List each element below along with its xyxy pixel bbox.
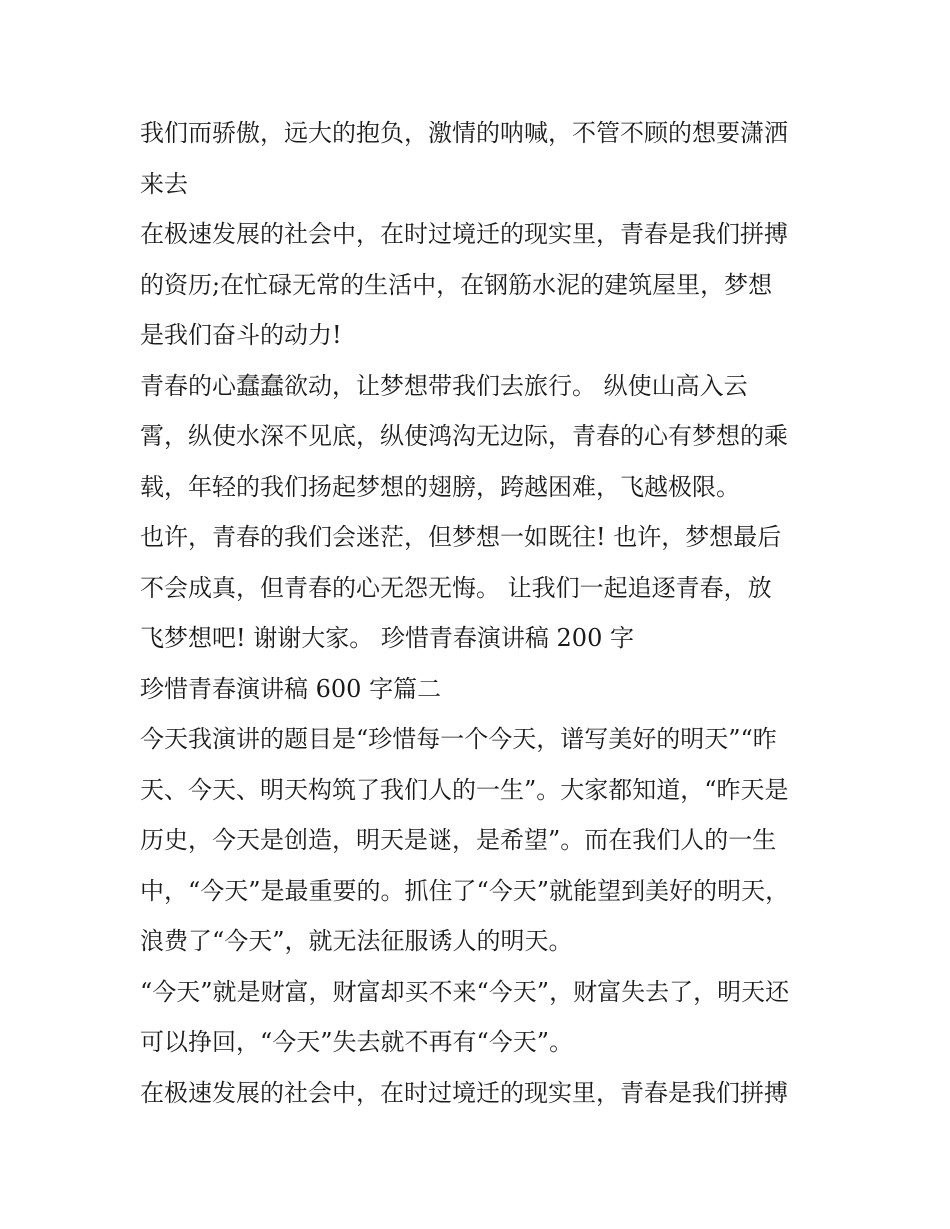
text-line: 在极速发展的社会中，在时过境迁的现实里，青春是我们拼搏 — [140, 1078, 788, 1107]
text-line: 今天我演讲的题目是“珍惜每一个今天，谱写美好的明天”“昨 — [140, 725, 777, 753]
text-line: 历史，今天是创造，明天是谜，是希望”。而在我们人的一生 — [140, 826, 777, 854]
text-line: 中，“今天”是最重要的。抓住了“今天”就能望到美好的明天， — [140, 876, 790, 905]
section-heading: 珍惜青春演讲稿 600 字篇二 — [140, 674, 442, 703]
text-line: 天、今天、明天构筑了我们人的一生”。大家都知道，“昨天是 — [140, 775, 789, 804]
text-line: 载，年轻的我们扬起梦想的翅膀，跨越困难，飞越极限。 — [140, 472, 740, 501]
text-line: 不会成真，但青春的心无怨无悔。 让我们一起追逐青春，放 — [140, 573, 772, 602]
document-body — [140, 108, 820, 1118]
text-line: 的资历;在忙碌无常的生活中，在钢筋水泥的建筑屋里，梦想 — [140, 270, 773, 299]
text-line: 可以挣回，“今天”失去就不再有“今天”。 — [140, 1028, 574, 1056]
text-line: 霄，纵使水深不见底，纵使鸿沟无边际，青春的心有梦想的乘 — [140, 422, 788, 450]
text-line: 也许，青春的我们会迷茫，但梦想一如既往! 也许，梦想最后 — [140, 523, 782, 551]
text-line: 是我们奋斗的动力! — [140, 321, 342, 349]
text-line: 在极速发展的社会中，在时过境迁的现实里，青春是我们拼搏 — [140, 220, 788, 248]
text-line: 青春的心蠢蠢欲动，让梦想带我们去旅行。 纵使山高入云 — [140, 371, 748, 400]
text-line: “今天”就是财富，财富却买不来“今天”，财富失去了，明天还 — [140, 977, 790, 1006]
text-line: 我们而骄傲，远大的抱负，激情的呐喊，不管不顾的想要潇洒 — [140, 119, 788, 147]
text-line: 来去 — [140, 169, 188, 198]
text-line: 浪费了“今天”，就无法征服诱人的明天。 — [140, 927, 573, 955]
text-line: 飞梦想吧! 谢谢大家。 珍惜青春演讲稿 200 字 — [140, 624, 634, 652]
